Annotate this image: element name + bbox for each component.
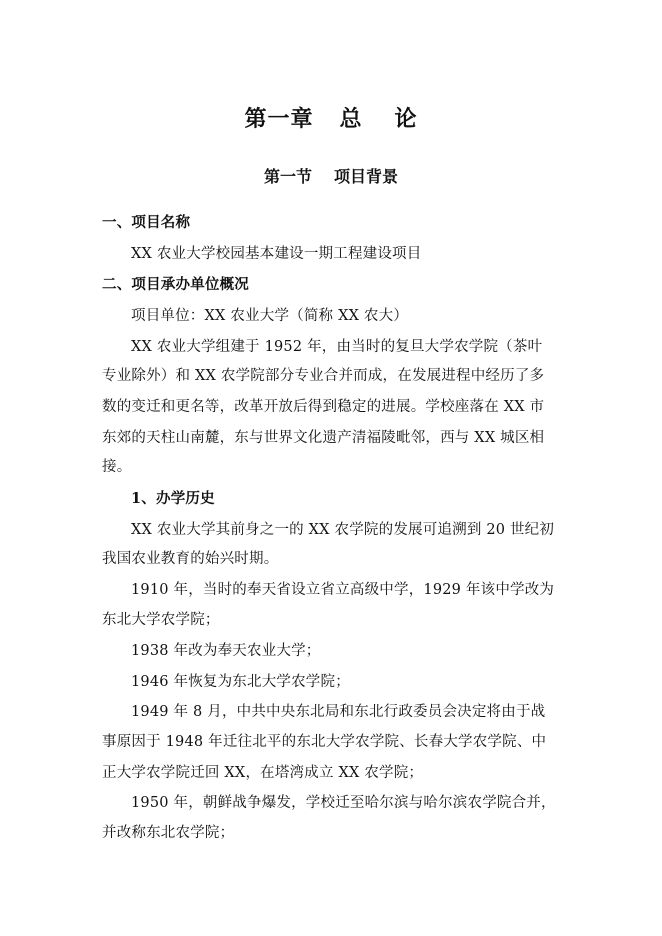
- paragraph-line: 正大学农学院迁回 XX，在塔湾成立 XX 农学院；: [102, 765, 424, 781]
- heading-organizer: 二、项目承办单位概况: [102, 276, 249, 293]
- paragraph-line: XX 农业大学其前身之一的 XX 农学院的发展可追溯到 20 世纪初: [131, 522, 555, 538]
- chapter-number: 第一章: [244, 106, 314, 132]
- paragraph-line: 1946 年恢复为东北大学农学院；: [131, 674, 350, 690]
- paragraph-line: 专业除外）和 XX 农学院部分专业合并而成，在发展进程中经历了多: [102, 368, 545, 384]
- chapter-word-2: 论: [394, 106, 418, 132]
- chapter-word-1: 总: [339, 106, 363, 132]
- paragraph-line: 1938 年改为奉天农业大学；: [131, 643, 321, 659]
- paragraph-line: 1949 年 8 月，中共中央东北局和东北行政委员会决定将由于战: [131, 704, 546, 720]
- chapter-title: [0, 102, 662, 133]
- paragraph-line: 1910 年，当时的奉天省设立省立高级中学，1929 年该中学改为: [131, 582, 555, 598]
- section-title: [0, 164, 662, 187]
- section-number: 第一节: [263, 167, 312, 186]
- paragraph-line: XX 农业大学组建于 1952 年，由当时的复旦大学农学院（茶叶: [131, 339, 543, 355]
- paragraph-line: 我国农业教育的始兴时期。: [102, 551, 279, 567]
- paragraph-line: 项目单位：XX 农业大学（简称 XX 农大）: [131, 308, 409, 324]
- paragraph-line: 并改称东北农学院；: [102, 825, 235, 841]
- paragraph-line: 1950 年，朝鲜战争爆发，学校迁至哈尔滨与哈尔滨农学院合并，: [131, 795, 556, 811]
- paragraph-line: 东北大学农学院；: [102, 612, 220, 628]
- paragraph-line: 数的变迁和更名等，改革开放后得到稳定的进展。学校座落在 XX 市: [102, 399, 545, 415]
- heading-history: 1、办学历史: [131, 490, 215, 507]
- section-name: 项目背景: [334, 167, 399, 186]
- paragraph-line: 接。: [102, 459, 132, 475]
- paragraph-line: 事原因于 1948 年迁往北平的东北大学农学院、长春大学农学院、中: [102, 734, 547, 750]
- paragraph-line: 东郊的天柱山南麓，东与世界文化遗产清福陵毗邻，西与 XX 城区相: [102, 430, 545, 446]
- paragraph-line: XX 农业大学校园基本建设一期工程建设项目: [131, 246, 422, 262]
- heading-project-name: 一、项目名称: [102, 214, 191, 231]
